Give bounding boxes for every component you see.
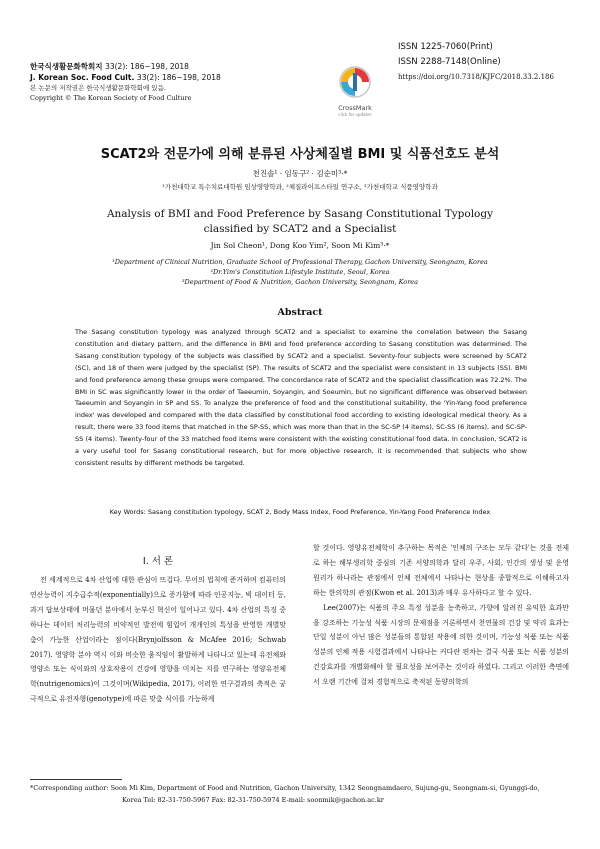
footnote-line-1: *Corresponding author: Soon Mi Kim, Department of Food and Nutrition, Gachon University, 1342 Seongnamdaero, Sujung-gu, Seongnam-si, Gyunggi-do, [30, 784, 540, 792]
journal-header [30, 62, 330, 103]
affiliations-en [30, 257, 570, 287]
affiliations-kr: ¹가천대학교 특수치료대학원 임상영양학과, ²체질라이프스타일 연구소, ³가천대학교 식품영양학과 [162, 183, 438, 191]
copyright-en: Copyright © The Korean Society of Food Culture [30, 94, 192, 102]
affiliation-2: ²Dr.Yim's Constitution Lifestyle Institute, Seoul, Korea [210, 268, 390, 276]
body-paragraph: Lee(2007)는 식품의 주요 특정 성분을 농축하고, 가향에 알려진 유익한 효과만을 강조하는 기능성 식품 시장의 문제점을 거론하면서 천연물의 건강 및 약리 효과는 단일 성분이 아닌 많은 성분들의 통합된 작용에 의한 것이며, 기능성 식품 또는 식품 성분의 인체 적용 시험결과에서 나타나는 커다란 편차는 결국 식품 또는 식품 성분의 건강효과를 개별화해야 할 필요성을 보여주는 것이라 하였다. 그리고 이러한 측면에서 오랜 기간에 걸쳐 경험적으로 축적된 동양의학의 [313, 603, 569, 687]
doi-link[interactable]: https://doi.org/10.7318/KJFC/2018.33.2.186 [398, 73, 554, 81]
copyright-kr: 본 논문의 저작권은 한국식생활문화학회에 있음. [30, 84, 166, 92]
abstract-heading: Abstract [277, 307, 323, 318]
title-kr: SCAT2와 전문가에 의해 분류된 사상체질별 BMI 및 식품선호도 분석 [100, 147, 500, 162]
body-paragraph: 할 것이다. 영양유전체학이 추구하는 목적은 '인체의 구조는 모두 같다'는 것을 전제로 하는 해부생리학 중심의 기존 서양의학과 달리 우주, 사회, 인간의 생성 및 운영 원리가 하나라는 관점에서 인체 전체에서 나타나는 현상을 종합적으로 이해하고자 하는 한의학의 관점(Kwon et al. 2013)과 매우 유사하다고 할 수 있다. [313, 544, 569, 597]
issn-print: ISSN 1225-7060(Print) [398, 42, 493, 52]
crossmark-sub: click for updates [338, 112, 372, 117]
footnote-line-2: Korea Tel: 82-31-750-5967 Fax: 82-31-750-5974 E-mail: soonmik@gachon.ac.kr [122, 795, 384, 804]
authors-en: Jin Sol Cheon¹, Dong Koo Yim², Soon Mi Kim³·* [210, 241, 390, 250]
section-title-introduction: I. 서 론 [142, 556, 174, 567]
body-right-column [313, 541, 569, 690]
crossmark-badge[interactable] [325, 65, 385, 117]
abstract-text: The Sasang constitution typology was analyzed through SCAT2 and a specialist to examine the correlation between the Sasang constitution and dietary pattern, and the difference in BMI and food preference according to Sasang constitution was determined. The Sasang constitution typology of the subjects was classified by SCAT2 and a specialist. Seventy-four subjects were screened by SCAT2 (SC), and 18 of them were judged by the specialist (SP). The results of SCAT2 and the specialist were consistent in 13 subjects (SS). BMI and food preference among these groups were compared. The concordance rate of SCAT2 and the specialist classification was 72.2%. The BMI in SC was significantly lower in the order of Taeeumin, Soyangin, and Soeumin, but no significant difference was observed between Taeeumin and Soyangin in SP and SS. To analyze the preference of food and the constitutional suitability, the 'Yin-Yang food preference index' was developed and compared with the data classified by constitutional food according to existing ideological medical theory. As a result, there were 33 food items that matched in the SP-SS, which was more than that in the SC-SP (4 items), SC-SS (6 items), and SC-SP-SS (4 items). Twenty-four of the 33 matched food items were consistent with the existing constitutional food data. In conclusion, SCAT2 is a very useful tool for Sasang constitutional research, but for more objective research, it is recommended that subjects who show consistent results by different methods be targeted. [75, 328, 527, 467]
journal-line-en: J. Korean Soc. Food Cult. 33(2): 186~198, 2018 [30, 72, 221, 82]
issn-block [398, 40, 578, 84]
crossmark-label: CrossMark [338, 104, 372, 112]
body-paragraph: 전 세계적으로 4차 산업에 대한 관심이 뜨겁다. 무어의 법칙에 준거하며 컴퓨터의 연산능력이 지수급수적(exponentially)으로 증가함에 따라 인공지능, 빅 데이터 등, 과거 답보상태에 머물던 분야에서 눈부신 혁신이 일어나고 있다. 4차 산업의 특징 중 하나는 데이터 처리능력의 비약적인 발전에 힘입어 개개인의 특성을 반영한 개별맞춤이 가능한 산업이라는 점이다(Brynjolfsson & McAfee 2016; Schwab 2017). 영양학 분야 역시 이와 비슷한 움직임이 활발하게 나타나고 있는데 유전체와 영양소 또는 식이와의 상호작용이 건강에 영향을 미치는 지를 연구하는 영양유전체학(nutrigenomics)이 그것이며(Wikipedia, 2017), 이러한 연구결과의 축적은 궁극적으로 유전자형(genotype)에 따른 맞춤 식이를 가능하게 [30, 576, 286, 704]
journal-line-kr: 한국식생활문화학회지 33(2): 186~198, 2018 [30, 62, 189, 71]
footnote-divider [30, 779, 122, 780]
title-en-line2: classified by SCAT2 and a Specialist [203, 223, 397, 235]
body-left-column [30, 555, 286, 707]
corresponding-author-footnote [30, 783, 570, 806]
title-en [60, 207, 540, 237]
affiliation-3: ³Department of Food & Nutrition, Gachon University, Seongnam, Korea [181, 278, 419, 286]
issn-online: ISSN 2288-7148(Online) [398, 57, 501, 67]
crossmark-icon [338, 65, 372, 99]
title-en-line1: Analysis of BMI and Food Preference by Sasang Constitutional Typology [106, 208, 494, 220]
keywords: Key Words: Sasang constitution typology, SCAT 2, Body Mass Index, Food Preference, Yin-Yang Food Preference Index [109, 508, 491, 516]
affiliation-1: ¹Department of Clinical Nutrition, Graduate School of Professional Therapy, Gachon University, Seongnam, Korea [112, 258, 488, 266]
authors-kr: 천진솔¹ · 임동구² · 김순미³·* [252, 169, 348, 178]
